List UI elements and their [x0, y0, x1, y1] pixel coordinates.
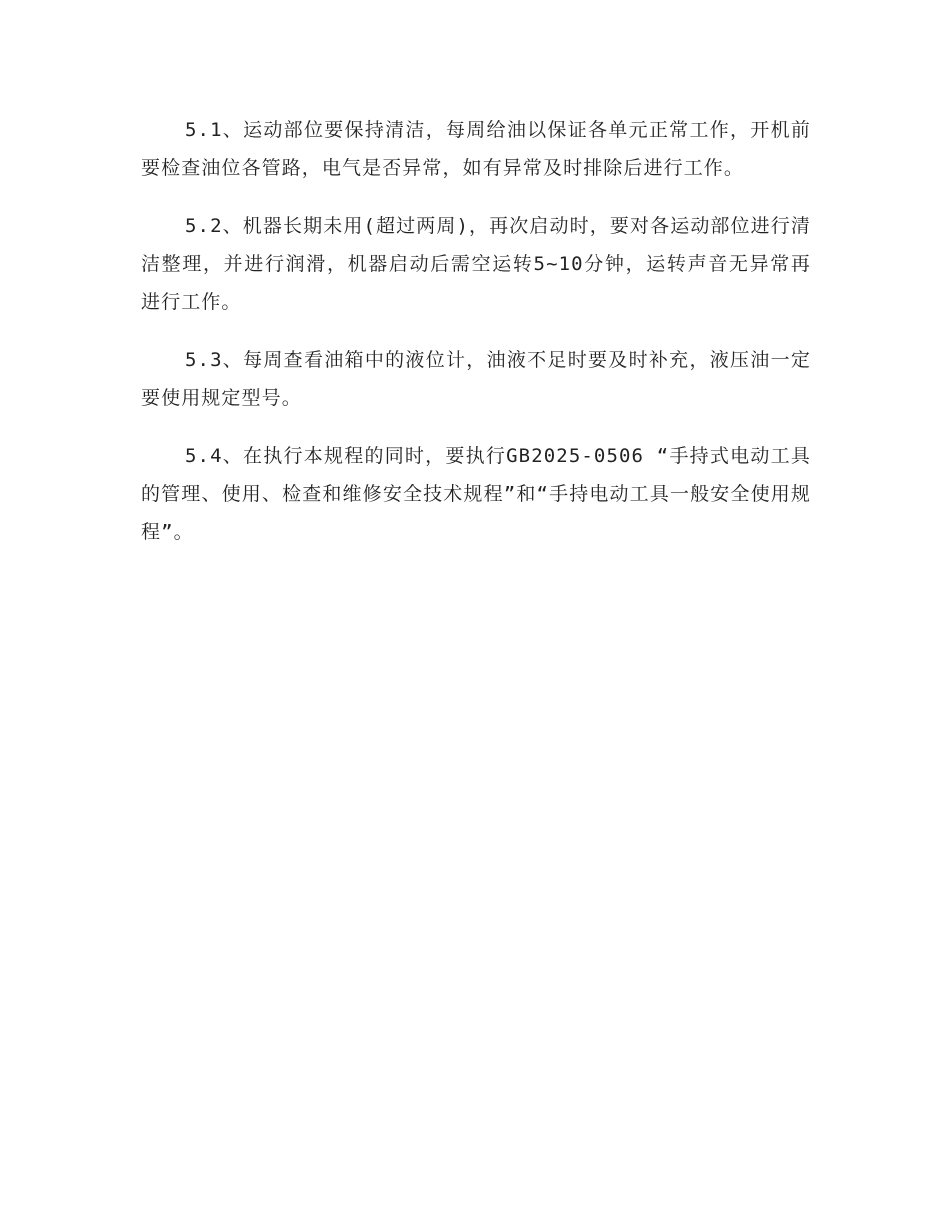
paragraph-5-1: 5.1、运动部位要保持清洁，每周给油以保证各单元正常工作，开机前要检查油位各管路，电气是否异常，如有异常及时排除后进行工作。 — [141, 119, 811, 179]
paragraph-5-3: 5.3、每周查看油箱中的液位计，油液不足时要及时补充，液压油一定要使用规定型号。 — [141, 349, 811, 409]
paragraph-5-2: 5.2、机器长期未用(超过两周)，再次启动时，要对各运动部位进行清洁整理，并进行润滑，机器启动后需空运转5~10分钟，运转声音无异常再进行工作。 — [141, 215, 811, 313]
paragraph-5-4: 5.4、在执行本规程的同时，要执行GB2025-0506 “手持式电动工具的管理、使用、检查和维修安全技术规程”和“手持电动工具一般安全使用规程”。 — [141, 445, 811, 543]
document-body — [141, 111, 811, 571]
